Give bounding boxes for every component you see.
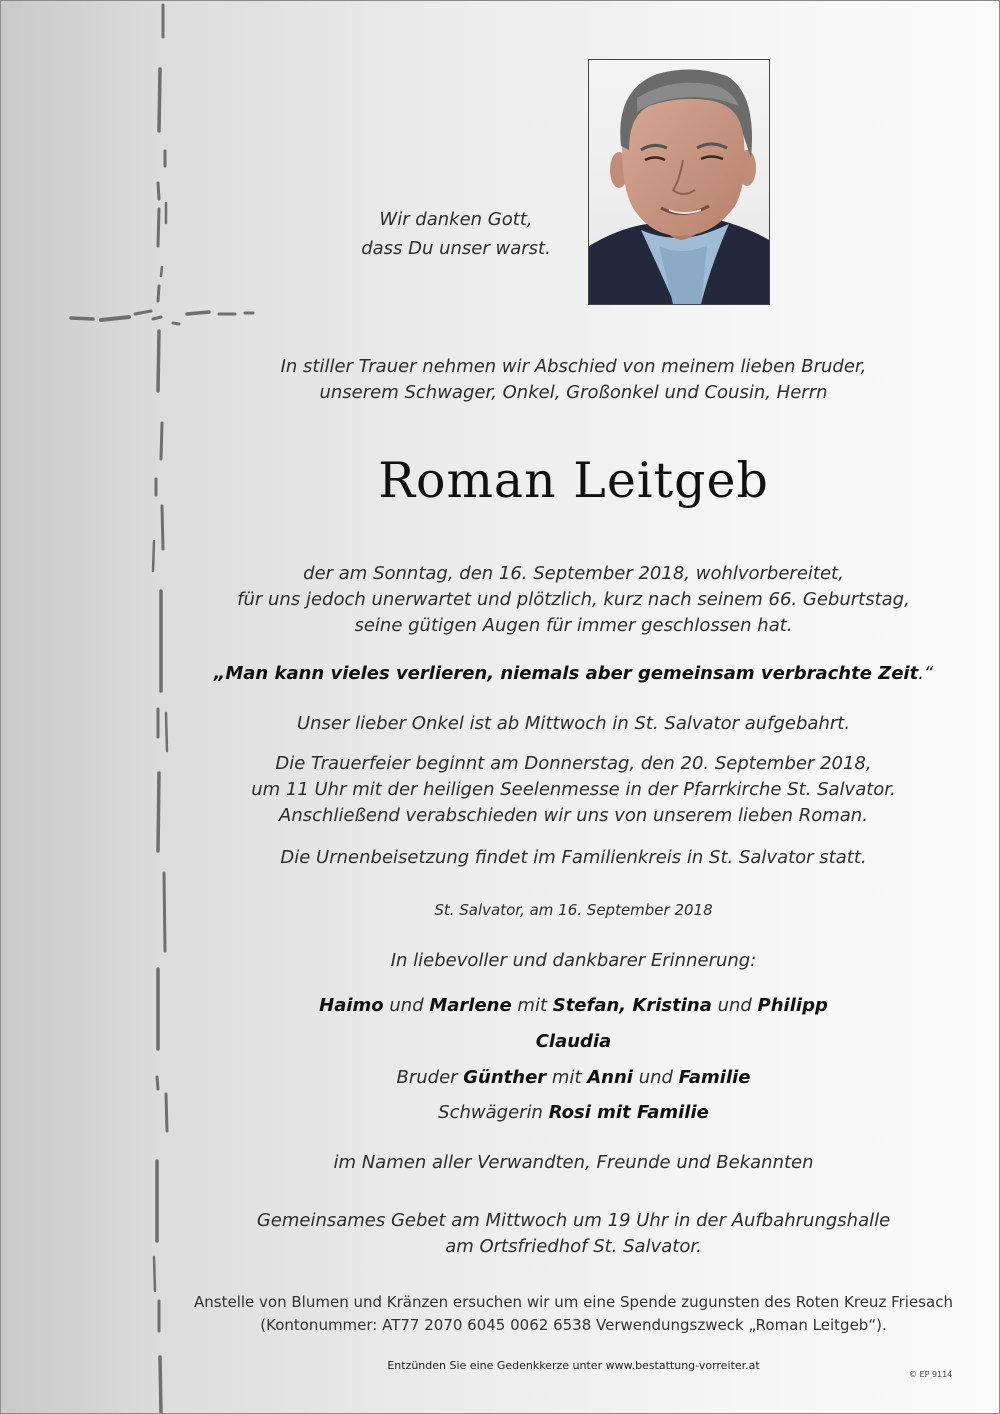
prayer-line-2: am Ortsfriedhof St. Salvator. [445,1236,702,1257]
mourner-name: Rosi mit Familie [548,1102,709,1123]
mourners-row-4 [81,1100,1000,1126]
passing-line-3: seine gütigen Augen für immer geschlossen hat. [354,615,793,636]
mourner-name: Familie [678,1067,751,1088]
place-date: St. Salvator, am 16. September 2018 [434,901,713,919]
mourners-row-3 [81,1065,1000,1091]
intro-line-2: unserem Schwager, Onkel, Großonkel und Cousin, Herrn [319,382,828,403]
candle-notice: Entzünden Sie eine Gedenkkerze unter www.bestattung-vorreiter.at [387,1359,760,1372]
passing-line-2: für uns jedoch unerwartet und plötzlich, kurz nach seinem 66. Geburtstag, [237,589,910,610]
prayer-notice [81,1208,1000,1260]
mourner-name: Stefan, Kristina [552,995,712,1016]
on-behalf-text: im Namen aller Verwandten, Freunde und Bekannten [333,1152,814,1173]
template-code [909,1370,952,1379]
template-code-label: EP 9114 [919,1370,953,1379]
mourner-name: Anni [587,1067,633,1088]
deceased-name: Roman Leitgeb [378,452,769,509]
laid-out-notice: Unser lieber Onkel ist ab Mittwoch in St. Salvator aufgebahrt. [296,713,851,734]
remembrance-heading: In liebevoller und dankbarer Erinnerung: [390,950,757,971]
donation-line-1: Anstelle von Blumen und Kränzen ersuchen wir um eine Spende zugunsten des Roten Kreuz Friesach [194,1293,953,1311]
connector-word: und [711,995,758,1016]
mourner-name: Claudia [535,1031,612,1052]
thanks-line-1: Wir danken Gott, [379,209,533,230]
mourners-row-2 [81,1029,1000,1055]
relation-word: Bruder [396,1067,464,1088]
prayer-line-1: Gemeinsames Gebet am Mittwoch um 19 Uhr in der Aufbahrungshalle [256,1210,891,1231]
intro-text [81,354,1000,406]
intro-line-1: In stiller Trauer nehmen wir Abschied von meinem lieben Bruder, [280,356,867,377]
connector-word: und [632,1067,679,1088]
memorial-quote [81,663,1000,684]
ceremony-text [81,751,1000,829]
donation-request [81,1291,1000,1337]
mourner-name: Günther [463,1067,547,1088]
donation-line-2: (Kontonummer: AT77 2070 6045 0062 6538 Verwendungszweck „Roman Leitgeb“). [260,1316,887,1334]
thanks-verse [301,205,611,263]
mourner-name: Marlene [429,995,512,1016]
portrait-photo [588,59,770,305]
passing-text [81,561,1000,639]
relation-word: Schwägerin [438,1102,549,1123]
passing-line-1: der am Sonntag, den 16. September 2018, wohlvorbereitet, [303,563,844,584]
connector-word: mit [546,1067,588,1088]
thanks-line-2: dass Du unser warst. [361,238,551,259]
ceremony-line-2: um 11 Uhr mit der heiligen Seelenmesse in der Pfarrkirche St. Salvator. [251,779,896,800]
copyright-icon: © [909,1370,917,1379]
ceremony-line-3: Anschließend verabschieden wir uns von unserem lieben Roman. [279,805,868,826]
mourner-name: Philipp [757,995,828,1016]
urn-notice: Die Urnenbeisetzung findet im Familienkreis in St. Salvator statt. [280,847,867,868]
quote-open-mark: „ [213,663,226,684]
ceremony-line-1: Die Trauerfeier beginnt am Donnerstag, den 20. September 2018, [275,753,872,774]
connector-word: und [383,995,430,1016]
quote-text: Man kann vieles verlieren, niemals aber gemeinsam verbrachte Zeit [225,663,919,684]
mourner-name: Haimo [319,995,384,1016]
mourners-row-1 [81,993,1000,1019]
cross-icon [1,1,301,1414]
quote-close-mark: .“ [918,663,934,684]
connector-word: mit [511,995,553,1016]
